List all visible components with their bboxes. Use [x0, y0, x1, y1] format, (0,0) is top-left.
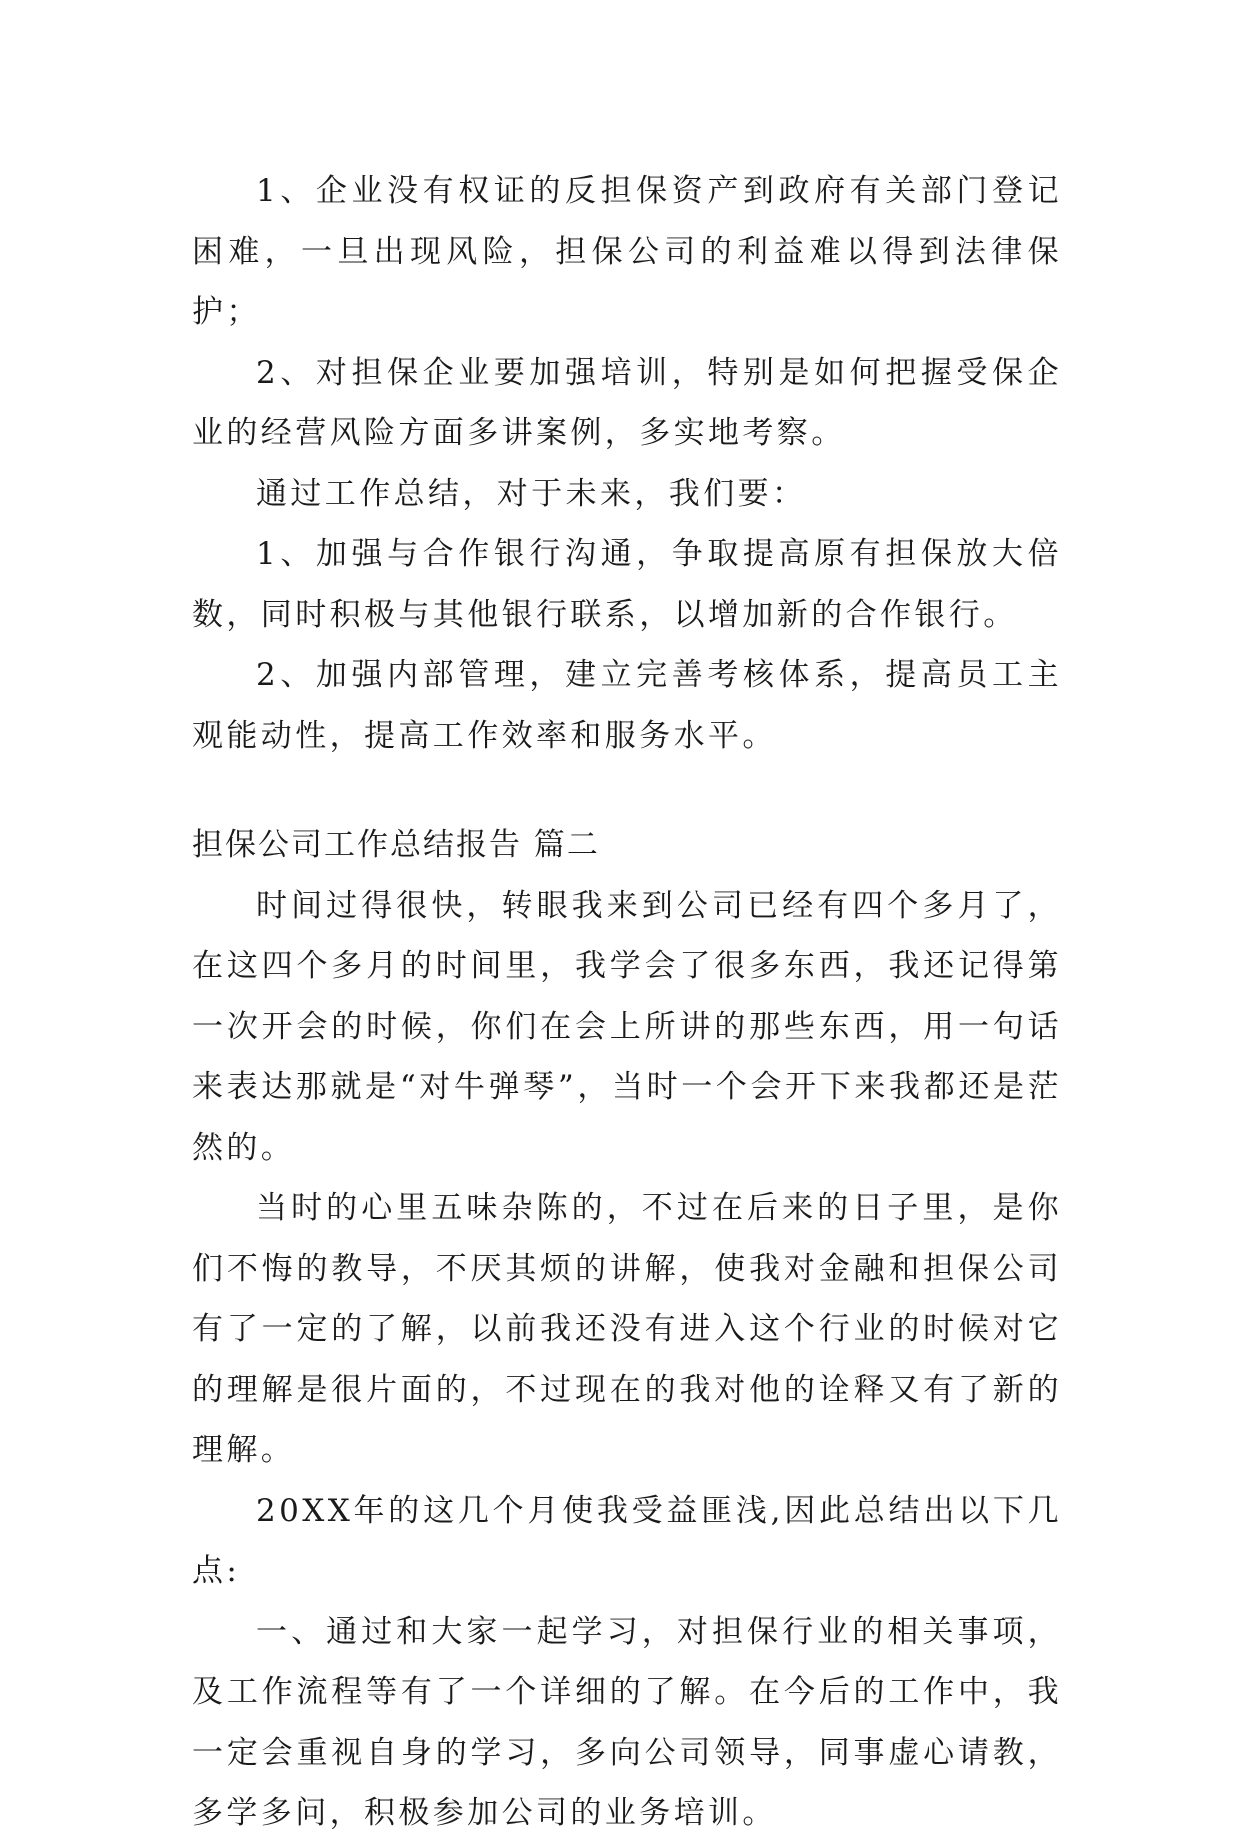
- document-body: [192, 161, 1062, 1844]
- paragraph-internal-management: 2、加强内部管理，建立完善考核体系，提高员工主观能动性，提高工作效率和服务水平。: [192, 657, 1062, 754]
- paragraph-registration-difficulty: 1、企业没有权证的反担保资产到政府有关部门登记困难，一旦出现风险，担保公司的利益难以得到法律保护；: [192, 173, 1062, 330]
- paragraph-training: 2、对担保企业要加强培训，特别是如何把握受保企业的经营风险方面多讲案例，多实地考察。: [192, 354, 1062, 451]
- paragraph-summary-intro: 20XX年的这几个月使我受益匪浅,因此总结出以下几点:: [192, 1492, 1062, 1589]
- paragraph-time-flies: 时间过得很快，转眼我来到公司已经有四个多月了，在这四个多月的时间里，我学会了很多东西，我还记得第一次开会的时候，你们在会上所讲的那些东西，用一句话来表达那就是“对牛弹琴”，当时一个会开下来我都还是茫然的。: [192, 887, 1062, 1166]
- paragraph-future-intro: 通过工作总结，对于未来，我们要：: [256, 475, 807, 512]
- paragraph-bank-communication: 1、加强与合作银行沟通，争取提高原有担保放大倍数，同时积极与其他银行联系，以增加新的合作银行。: [192, 536, 1062, 633]
- section-heading: 担保公司工作总结报告 篇二: [192, 827, 600, 863]
- paragraph-mixed-feelings: 当时的心里五味杂陈的，不过在后来的日子里，是你们不悔的教导，不厌其烦的讲解，使我对金融和担保公司有了一定的了解，以前我还没有进入这个行业的时候对它的理解是很片面的，不过现在的我对他的诠释又有了新的理解。: [192, 1190, 1062, 1468]
- paragraph-point-one: 一、通过和大家一起学习，对担保行业的相关事项，及工作流程等有了一个详细的了解。在今后的工作中，我一定会重视自身的学习，多向公司领导，同事虚心请教，多学多问，积极参加公司的业务培训。: [192, 1613, 1062, 1831]
